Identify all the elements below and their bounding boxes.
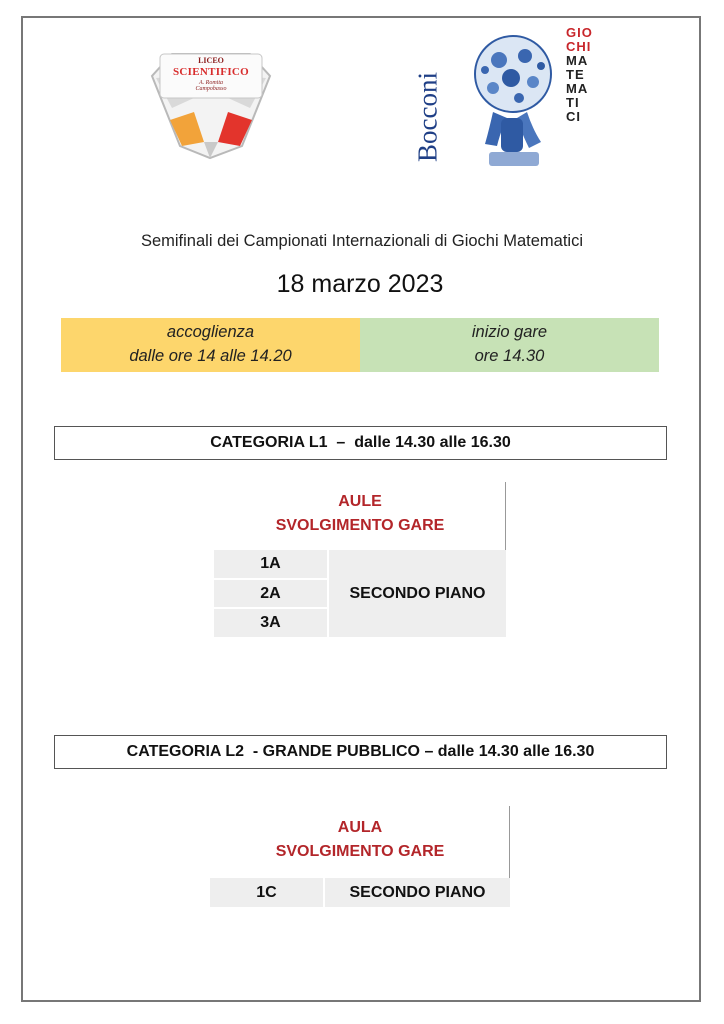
giochi-matematici-illustration <box>463 26 563 174</box>
giochi-word-line: TE <box>566 67 585 82</box>
liceo-logo-line3: A. Romita <box>199 80 223 86</box>
event-date: 18 marzo 2023 <box>276 270 444 298</box>
rooms-header-line1: AULE <box>338 493 382 510</box>
liceo-logo-line1: LICEO <box>198 56 224 65</box>
giochi-word-line: GIO <box>566 25 593 40</box>
globe-figure-icon <box>463 26 563 174</box>
start-cell <box>360 318 659 372</box>
category-l1-rooms-table <box>214 550 506 637</box>
schedule-band <box>61 318 659 372</box>
start-label: inizio gare <box>471 323 548 341</box>
giochi-word-line: CI <box>566 109 581 124</box>
giochi-word-line: MA <box>566 81 589 96</box>
category-l1-rooms-header <box>215 490 505 538</box>
room-cell: 1C <box>210 878 324 907</box>
giochi-word-line: MA <box>566 53 589 68</box>
room-header-line1: AULA <box>337 819 383 836</box>
table-row <box>214 550 506 579</box>
table-divider <box>505 482 506 550</box>
room-cell: 1A <box>214 550 328 579</box>
giochi-word-line: TI <box>566 95 580 110</box>
floor-cell: SECONDO PIANO <box>328 550 506 637</box>
welcome-label: accoglienza <box>166 323 255 341</box>
category-l2-room-header <box>210 816 510 864</box>
category-l2-title: CATEGORIA L2 - GRANDE PUBBLICO – dalle 14.30 alle 16.30 <box>54 735 667 769</box>
start-time: ore 14.30 <box>474 347 545 365</box>
category-l2-room-table <box>210 878 510 907</box>
floor-cell: SECONDO PIANO <box>324 878 510 907</box>
bocconi-logo <box>398 60 458 174</box>
giochi-matematici-wordmark <box>566 26 612 124</box>
liceo-scientifico-logo <box>150 42 272 160</box>
room-cell: 3A <box>214 608 328 637</box>
table-row <box>210 878 510 907</box>
category-l1-title: CATEGORIA L1 – dalle 14.30 alle 16.30 <box>54 426 667 460</box>
rooms-header-line2: SVOLGIMENTO GARE <box>275 517 445 534</box>
bocconi-logo-text: Bocconi <box>412 72 443 162</box>
giochi-word-line: CHI <box>566 39 592 54</box>
liceo-logo-line2: SCIENTIFICO <box>172 66 250 78</box>
room-cell: 2A <box>214 579 328 608</box>
liceo-logo-line4: Campobasso <box>195 86 227 92</box>
welcome-cell <box>61 318 360 372</box>
welcome-time: dalle ore 14 alle 14.20 <box>129 347 292 365</box>
event-subtitle: Semifinali dei Campionati Internazionali di Giochi Matematici <box>140 232 584 250</box>
room-header-line2: SVOLGIMENTO GARE <box>275 843 445 860</box>
liceo-logo-text <box>150 56 272 92</box>
